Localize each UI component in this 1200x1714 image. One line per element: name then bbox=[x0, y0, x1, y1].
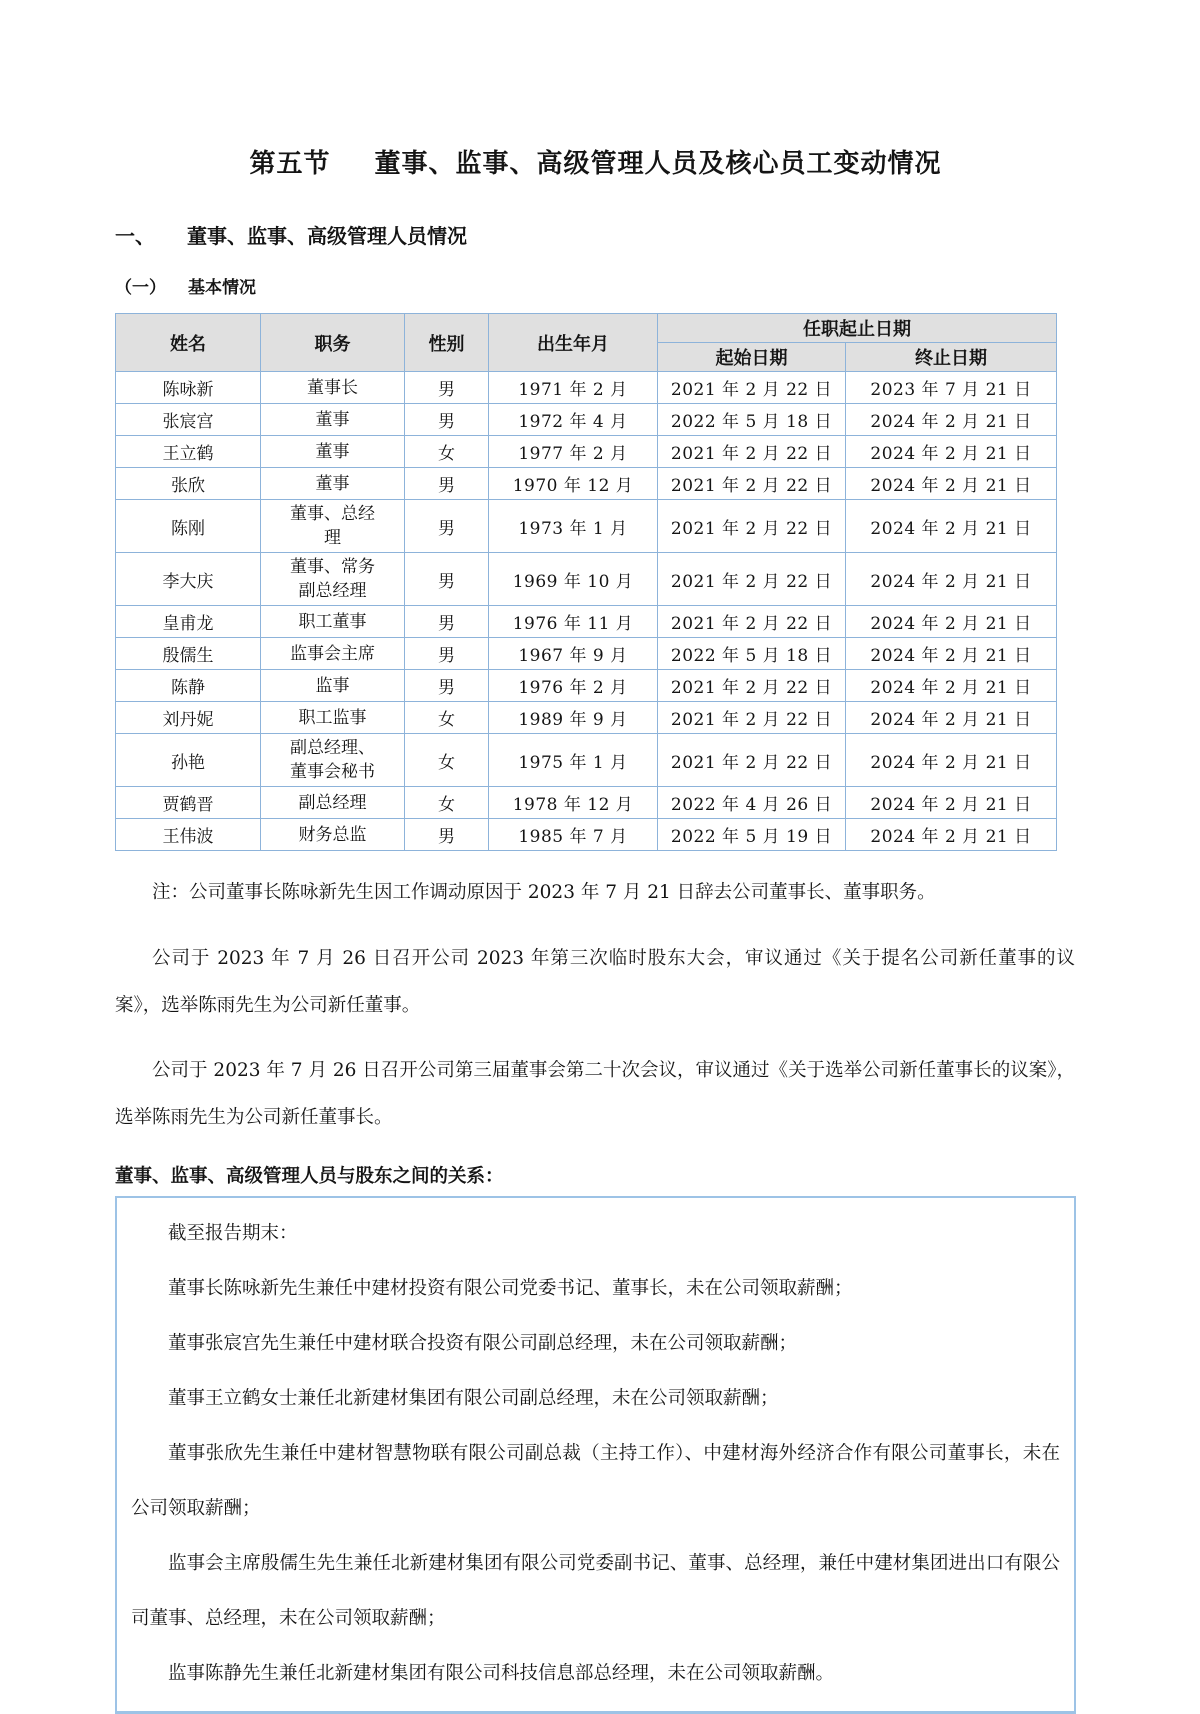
name-cell: 陈刚 bbox=[116, 500, 261, 553]
name-cell: 皇甫龙 bbox=[116, 606, 261, 638]
name-cell: 孙艳 bbox=[116, 734, 261, 787]
start-date-cell: 2022 年 5 月 18 日 bbox=[658, 638, 846, 670]
gender-cell: 女 bbox=[405, 787, 489, 819]
start-date-cell: 2021 年 2 月 22 日 bbox=[658, 372, 846, 404]
position-cell: 职工董事 bbox=[261, 606, 405, 638]
table-row bbox=[116, 372, 1057, 404]
page-title-number: 第五节 bbox=[249, 149, 331, 179]
birth-cell: 1985 年 7 月 bbox=[489, 819, 658, 851]
position-cell: 副总经理、董事会秘书 bbox=[261, 734, 405, 787]
birth-cell: 1970 年 12 月 bbox=[489, 468, 658, 500]
birth-cell: 1976 年 11 月 bbox=[489, 606, 658, 638]
header-row-1 bbox=[116, 314, 1057, 343]
col-header-start-date: 起始日期 bbox=[658, 343, 846, 372]
end-date-cell: 2024 年 2 月 21 日 bbox=[846, 670, 1057, 702]
end-date-cell: 2024 年 2 月 21 日 bbox=[846, 606, 1057, 638]
end-date-cell: 2024 年 2 月 21 日 bbox=[846, 702, 1057, 734]
subsection-heading-number: （一） bbox=[115, 278, 166, 298]
birth-cell: 1973 年 1 月 bbox=[489, 500, 658, 553]
name-cell: 刘丹妮 bbox=[116, 702, 261, 734]
table-row bbox=[116, 670, 1057, 702]
name-cell: 张宸宫 bbox=[116, 404, 261, 436]
position-cell: 副总经理 bbox=[261, 787, 405, 819]
col-header-end-date: 终止日期 bbox=[846, 343, 1057, 372]
table-row bbox=[116, 553, 1057, 606]
name-cell: 张欣 bbox=[116, 468, 261, 500]
relations-heading: 董事、监事、高级管理人员与股东之间的关系： bbox=[115, 1165, 504, 1187]
start-date-cell: 2021 年 2 月 22 日 bbox=[658, 734, 846, 787]
start-date-cell: 2021 年 2 月 22 日 bbox=[658, 500, 846, 553]
relations-box bbox=[115, 1196, 1076, 1714]
col-header-position: 职务 bbox=[261, 314, 405, 372]
start-date-cell: 2021 年 2 月 22 日 bbox=[658, 670, 846, 702]
table-row bbox=[116, 404, 1057, 436]
gender-cell: 女 bbox=[405, 734, 489, 787]
end-date-cell: 2024 年 2 月 21 日 bbox=[846, 404, 1057, 436]
name-cell: 王伟波 bbox=[116, 819, 261, 851]
name-cell: 贾鹤晋 bbox=[116, 787, 261, 819]
position-cell: 监事 bbox=[261, 670, 405, 702]
position-cell: 董事长 bbox=[261, 372, 405, 404]
birth-cell: 1989 年 9 月 bbox=[489, 702, 658, 734]
relation-line: 监事陈静先生兼任北新建材集团有限公司科技信息部总经理，未在公司领取薪酬。 bbox=[168, 1662, 835, 1684]
table-row bbox=[116, 702, 1057, 734]
gender-cell: 男 bbox=[405, 819, 489, 851]
officers-table-body bbox=[116, 372, 1057, 851]
officers-table-header bbox=[116, 314, 1057, 372]
end-date-cell: 2024 年 2 月 21 日 bbox=[846, 734, 1057, 787]
name-cell: 殷儒生 bbox=[116, 638, 261, 670]
start-date-cell: 2021 年 2 月 22 日 bbox=[658, 468, 846, 500]
end-date-cell: 2023 年 7 月 21 日 bbox=[846, 372, 1057, 404]
birth-cell: 1969 年 10 月 bbox=[489, 553, 658, 606]
birth-cell: 1976 年 2 月 bbox=[489, 670, 658, 702]
col-header-name: 姓名 bbox=[116, 314, 261, 372]
table-row bbox=[116, 638, 1057, 670]
birth-cell: 1971 年 2 月 bbox=[489, 372, 658, 404]
end-date-cell: 2024 年 2 月 21 日 bbox=[846, 638, 1057, 670]
position-cell: 董事、常务副总经理 bbox=[261, 553, 405, 606]
start-date-cell: 2022 年 5 月 19 日 bbox=[658, 819, 846, 851]
end-date-cell: 2024 年 2 月 21 日 bbox=[846, 436, 1057, 468]
start-date-cell: 2021 年 2 月 22 日 bbox=[658, 553, 846, 606]
gender-cell: 男 bbox=[405, 500, 489, 553]
relation-line: 董事长陈咏新先生兼任中建材投资有限公司党委书记、董事长，未在公司领取薪酬； bbox=[168, 1277, 853, 1299]
end-date-cell: 2024 年 2 月 21 日 bbox=[846, 553, 1057, 606]
table-row bbox=[116, 468, 1057, 500]
position-cell: 董事、总经理 bbox=[261, 500, 405, 553]
end-date-cell: 2024 年 2 月 21 日 bbox=[846, 787, 1057, 819]
meeting-paragraph-1: 公司于 2023 年 7 月 26 日召开公司 2023 年第三次临时股东大会，审议通过《关于提名公司新任董事的议案》，选举陈雨先生为公司新任董事。 bbox=[115, 947, 1075, 1016]
end-date-cell: 2024 年 2 月 21 日 bbox=[846, 819, 1057, 851]
end-date-cell: 2024 年 2 月 21 日 bbox=[846, 500, 1057, 553]
officers-table bbox=[115, 313, 1057, 851]
gender-cell: 男 bbox=[405, 606, 489, 638]
end-date-cell: 2024 年 2 月 21 日 bbox=[846, 468, 1057, 500]
position-cell: 董事 bbox=[261, 436, 405, 468]
subsection-heading bbox=[115, 273, 1076, 298]
position-cell: 董事 bbox=[261, 468, 405, 500]
name-cell: 李大庆 bbox=[116, 553, 261, 606]
position-cell: 监事会主席 bbox=[261, 638, 405, 670]
start-date-cell: 2022 年 5 月 18 日 bbox=[658, 404, 846, 436]
table-row bbox=[116, 819, 1057, 851]
gender-cell: 女 bbox=[405, 436, 489, 468]
birth-cell: 1977 年 2 月 bbox=[489, 436, 658, 468]
section-heading-text: 董事、监事、高级管理人员情况 bbox=[187, 224, 467, 248]
gender-cell: 男 bbox=[405, 468, 489, 500]
birth-cell: 1975 年 1 月 bbox=[489, 734, 658, 787]
position-cell: 职工监事 bbox=[261, 702, 405, 734]
subsection-heading-text: 基本情况 bbox=[188, 278, 256, 298]
section-heading-number: 一、 bbox=[115, 224, 155, 248]
gender-cell: 男 bbox=[405, 404, 489, 436]
table-row bbox=[116, 787, 1057, 819]
start-date-cell: 2021 年 2 月 22 日 bbox=[658, 436, 846, 468]
birth-cell: 1978 年 12 月 bbox=[489, 787, 658, 819]
gender-cell: 男 bbox=[405, 638, 489, 670]
section-heading bbox=[115, 220, 1076, 249]
birth-cell: 1972 年 4 月 bbox=[489, 404, 658, 436]
col-header-birth: 出生年月 bbox=[489, 314, 658, 372]
gender-cell: 女 bbox=[405, 702, 489, 734]
table-row bbox=[116, 436, 1057, 468]
start-date-cell: 2021 年 2 月 22 日 bbox=[658, 606, 846, 638]
meeting-paragraph-2: 公司于 2023 年 7 月 26 日召开公司第三届董事会第二十次会议，审议通过《关于选举公司新任董事长的议案》，选举陈雨先生为公司新任董事长。 bbox=[115, 1060, 1075, 1128]
gender-cell: 男 bbox=[405, 670, 489, 702]
table-row bbox=[116, 734, 1057, 787]
position-cell: 财务总监 bbox=[261, 819, 405, 851]
note-paragraph: 注：公司董事长陈咏新先生因工作调动原因于 2023 年 7 月 21 日辞去公司董事长、董事职务。 bbox=[152, 882, 936, 903]
col-header-tenure: 任职起止日期 bbox=[658, 314, 1057, 343]
name-cell: 王立鹤 bbox=[116, 436, 261, 468]
relation-line: 截至报告期末： bbox=[168, 1222, 298, 1244]
table-row bbox=[116, 606, 1057, 638]
relation-line: 监事会主席殷儒生先生兼任北新建材集团有限公司党委副书记、董事、总经理，兼任中建材集团进出口有限公司董事、总经理，未在公司领取薪酬； bbox=[131, 1552, 1060, 1629]
relation-line: 董事张宸宫先生兼任中建材联合投资有限公司副总经理，未在公司领取薪酬； bbox=[168, 1332, 798, 1354]
name-cell: 陈咏新 bbox=[116, 372, 261, 404]
col-header-gender: 性别 bbox=[405, 314, 489, 372]
page-title bbox=[115, 143, 1076, 180]
relation-line: 董事张欣先生兼任中建材智慧物联有限公司副总裁（主持工作）、中建材海外经济合作有限公司董事长，未在公司领取薪酬； bbox=[131, 1442, 1060, 1519]
birth-cell: 1967 年 9 月 bbox=[489, 638, 658, 670]
name-cell: 陈静 bbox=[116, 670, 261, 702]
start-date-cell: 2021 年 2 月 22 日 bbox=[658, 702, 846, 734]
relation-line: 董事王立鹤女士兼任北新建材集团有限公司副总经理，未在公司领取薪酬； bbox=[168, 1387, 779, 1409]
page-title-text: 董事、监事、高级管理人员及核心员工变动情况 bbox=[374, 149, 942, 179]
position-cell: 董事 bbox=[261, 404, 405, 436]
gender-cell: 男 bbox=[405, 553, 489, 606]
gender-cell: 男 bbox=[405, 372, 489, 404]
start-date-cell: 2022 年 4 月 26 日 bbox=[658, 787, 846, 819]
table-row bbox=[116, 500, 1057, 553]
